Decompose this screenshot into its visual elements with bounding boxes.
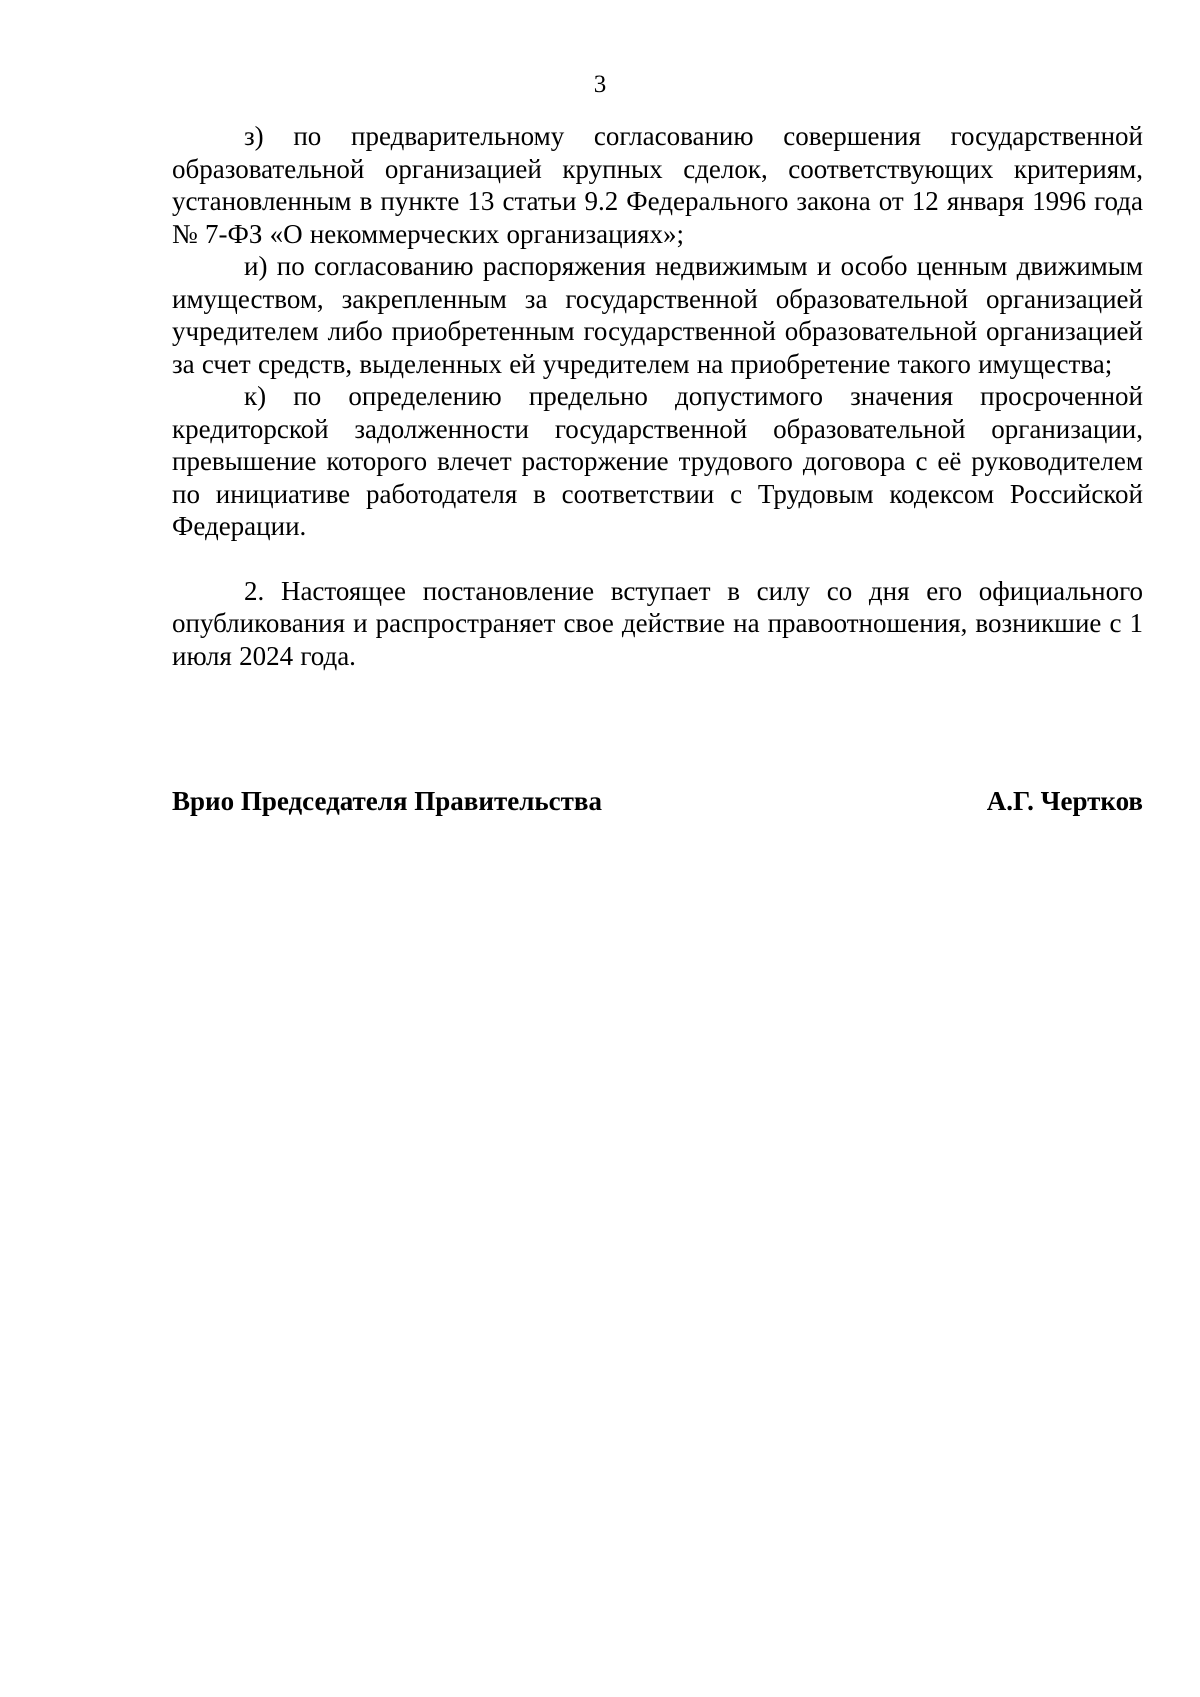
page-number: 3	[593, 71, 607, 98]
signatory-name: А.Г. Чертков	[986, 786, 1143, 816]
document-body	[172, 120, 1143, 672]
paragraph-z: з) по предварительному согласованию совершения государственной образовательной организацией крупных сделок, соответствующих критериям, установленным в пункте 13 статьи 9.2 Федерального закона от 12 января 1996 года № 7-ФЗ «О некоммерческих организациях»;	[172, 121, 1143, 249]
final-clause: 2. Настоящее постановление вступает в силу со дня его официального опубликования и распространяет свое действие на правоотношения, возникшие с 1 июля 2024 года.	[172, 575, 1143, 671]
signature-block	[172, 785, 1143, 817]
signatory-position: Врио Председателя Правительства	[172, 786, 602, 816]
paragraph-i: и) по согласованию распоряжения недвижимым и особо ценным движимым имуществом, закрепленным за государственной образовательной организацией учредителем либо приобретенным государственной образовательной организацией за счет средств, выделенных ей учредителем на приобретение такого имущества;	[172, 251, 1143, 379]
paragraph-k: к) по определению предельно допустимого значения просроченной кредиторской задолженности государственной образовательной организации, превышение которого влечет расторжение трудового договора с её руководителем по инициативе работодателя в соответствии с Трудовым кодексом Российской Федерации.	[172, 381, 1143, 541]
